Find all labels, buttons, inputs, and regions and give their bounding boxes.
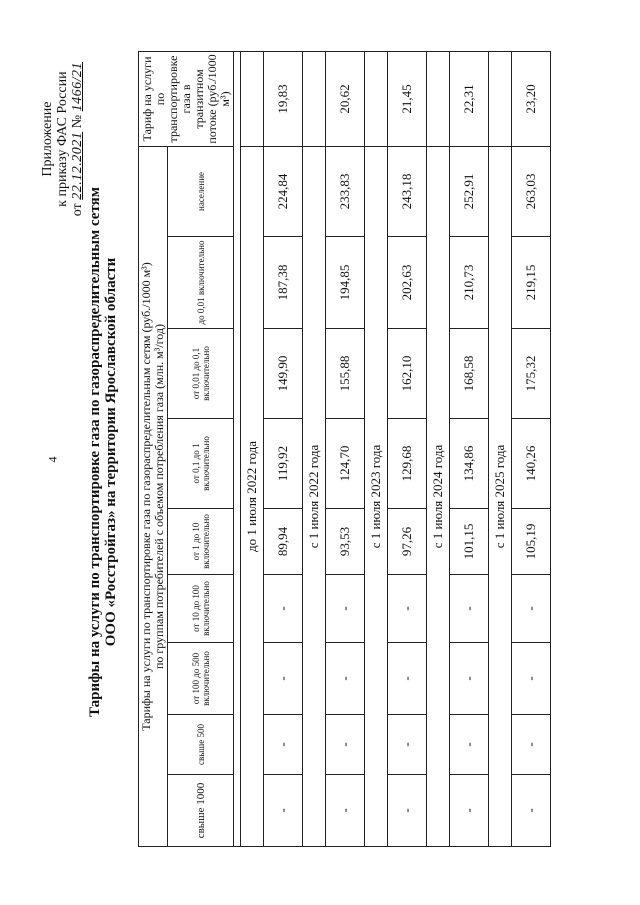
value-cell: 243,18 bbox=[388, 146, 427, 236]
table-row bbox=[512, 51, 551, 846]
value-cell: 149,90 bbox=[264, 329, 303, 419]
value-cell: 168,58 bbox=[450, 329, 489, 419]
value-cell: 263,03 bbox=[512, 146, 551, 236]
value-cell: 175,32 bbox=[512, 329, 551, 419]
col-header: от 10 до 100 включительно bbox=[168, 575, 234, 643]
value-cell: 233,83 bbox=[326, 146, 365, 236]
empty-cell bbox=[427, 51, 450, 146]
value-cell: - bbox=[264, 775, 303, 847]
empty-cell bbox=[365, 51, 388, 146]
col-header: свыше 1000 bbox=[168, 775, 234, 847]
value-cell: - bbox=[388, 575, 427, 643]
col-header: от 100 до 500 включительно bbox=[168, 643, 234, 715]
value-cell: 89,94 bbox=[264, 509, 303, 575]
value-cell: - bbox=[264, 715, 303, 775]
value-cell: 124,70 bbox=[326, 419, 365, 509]
value-cell: - bbox=[450, 775, 489, 847]
value-cell: - bbox=[264, 643, 303, 715]
handwritten-date: 22.12.2021 bbox=[70, 131, 85, 200]
period-label: с 1 июля 2022 года bbox=[303, 146, 326, 846]
empty-cell bbox=[241, 51, 264, 146]
empty-cell bbox=[489, 51, 512, 146]
value-cell: - bbox=[450, 715, 489, 775]
value-cell: - bbox=[512, 643, 551, 715]
document-sheet bbox=[40, 32, 600, 872]
tariff-table bbox=[138, 51, 551, 847]
value-cell: 252,91 bbox=[450, 146, 489, 236]
title-line-1: Тарифы на услуги по транспортировке газа по газораспределительным сетям bbox=[87, 187, 103, 717]
main-header-line-1: Тарифы на услуги по транспортировке газа по газораспределительным сетям (руб./1000 м³) bbox=[139, 262, 153, 731]
table-row bbox=[264, 51, 303, 846]
value-cell: - bbox=[326, 775, 365, 847]
page-number: 4 bbox=[45, 456, 60, 463]
appendix-title: Приложение bbox=[40, 101, 55, 177]
value-cell: 97,26 bbox=[388, 509, 427, 575]
col-header: до 0,01 включительно bbox=[168, 237, 234, 329]
table-row bbox=[388, 51, 427, 846]
value-cell: 187,38 bbox=[264, 237, 303, 329]
date-prefix: от bbox=[70, 203, 85, 217]
value-cell: 194,85 bbox=[326, 237, 365, 329]
value-cell: 93,53 bbox=[326, 509, 365, 575]
main-header bbox=[139, 146, 168, 846]
value-cell: 224,84 bbox=[264, 146, 303, 236]
value-cell: 119,92 bbox=[264, 419, 303, 509]
value-cell: 219,15 bbox=[512, 237, 551, 329]
appendix-date-line bbox=[70, 62, 85, 216]
value-cell: 155,88 bbox=[326, 329, 365, 419]
appendix-order: к приказу ФАС России bbox=[55, 71, 70, 207]
transit-cell: 22,31 bbox=[450, 51, 489, 146]
transit-cell: 23,20 bbox=[512, 51, 551, 146]
col-header: население bbox=[168, 146, 234, 236]
value-cell: 140,26 bbox=[512, 419, 551, 509]
table-row bbox=[450, 51, 489, 846]
col-header: от 0,01 до 0,1 включительно bbox=[168, 329, 234, 419]
spacer-row bbox=[234, 51, 241, 846]
period-label: с 1 июля 2023 года bbox=[365, 146, 388, 846]
main-header-line-2: по группам потребителей с объемом потребления газа (млн. м³/год) bbox=[152, 323, 166, 670]
value-cell: 105,19 bbox=[512, 509, 551, 575]
transit-cell: 21,45 bbox=[388, 51, 427, 146]
appendix-header bbox=[40, 62, 85, 216]
value-cell: - bbox=[450, 575, 489, 643]
value-cell: 129,68 bbox=[388, 419, 427, 509]
col-header: от 0,1 до 1 включительно bbox=[168, 419, 234, 509]
document-title bbox=[87, 32, 119, 872]
value-cell: 162,10 bbox=[388, 329, 427, 419]
period-label: с 1 июля 2024 года bbox=[427, 146, 450, 846]
value-cell: 134,86 bbox=[450, 419, 489, 509]
value-cell: - bbox=[512, 775, 551, 847]
value-cell: 202,63 bbox=[388, 237, 427, 329]
period-label: с 1 июля 2025 года bbox=[489, 146, 512, 846]
transit-cell: 20,62 bbox=[326, 51, 365, 146]
transit-cell: 19,83 bbox=[264, 51, 303, 146]
value-cell: 101,15 bbox=[450, 509, 489, 575]
period-label: до 1 июля 2022 года bbox=[241, 146, 264, 846]
empty-cell bbox=[303, 51, 326, 146]
col-header: от 1 до 10 включительно bbox=[168, 509, 234, 575]
value-cell: - bbox=[326, 575, 365, 643]
value-cell: - bbox=[450, 643, 489, 715]
value-cell: 210,73 bbox=[450, 237, 489, 329]
value-cell: - bbox=[388, 775, 427, 847]
value-cell: - bbox=[388, 715, 427, 775]
col-header: свыше 500 bbox=[168, 715, 234, 775]
number-prefix: № bbox=[70, 114, 85, 129]
transit-header: Тариф на услуги по транспортировке газа в транзитном потоке (руб./1000 м³) bbox=[139, 51, 234, 146]
handwritten-number: 1466/21 bbox=[70, 62, 85, 112]
value-cell: - bbox=[326, 715, 365, 775]
value-cell: - bbox=[326, 643, 365, 715]
value-cell: - bbox=[264, 575, 303, 643]
value-cell: - bbox=[388, 643, 427, 715]
value-cell: - bbox=[512, 715, 551, 775]
value-cell: - bbox=[512, 575, 551, 643]
table-row bbox=[326, 51, 365, 846]
title-line-2: ООО «Росстройгаз» на территории Ярославской области bbox=[103, 257, 119, 647]
